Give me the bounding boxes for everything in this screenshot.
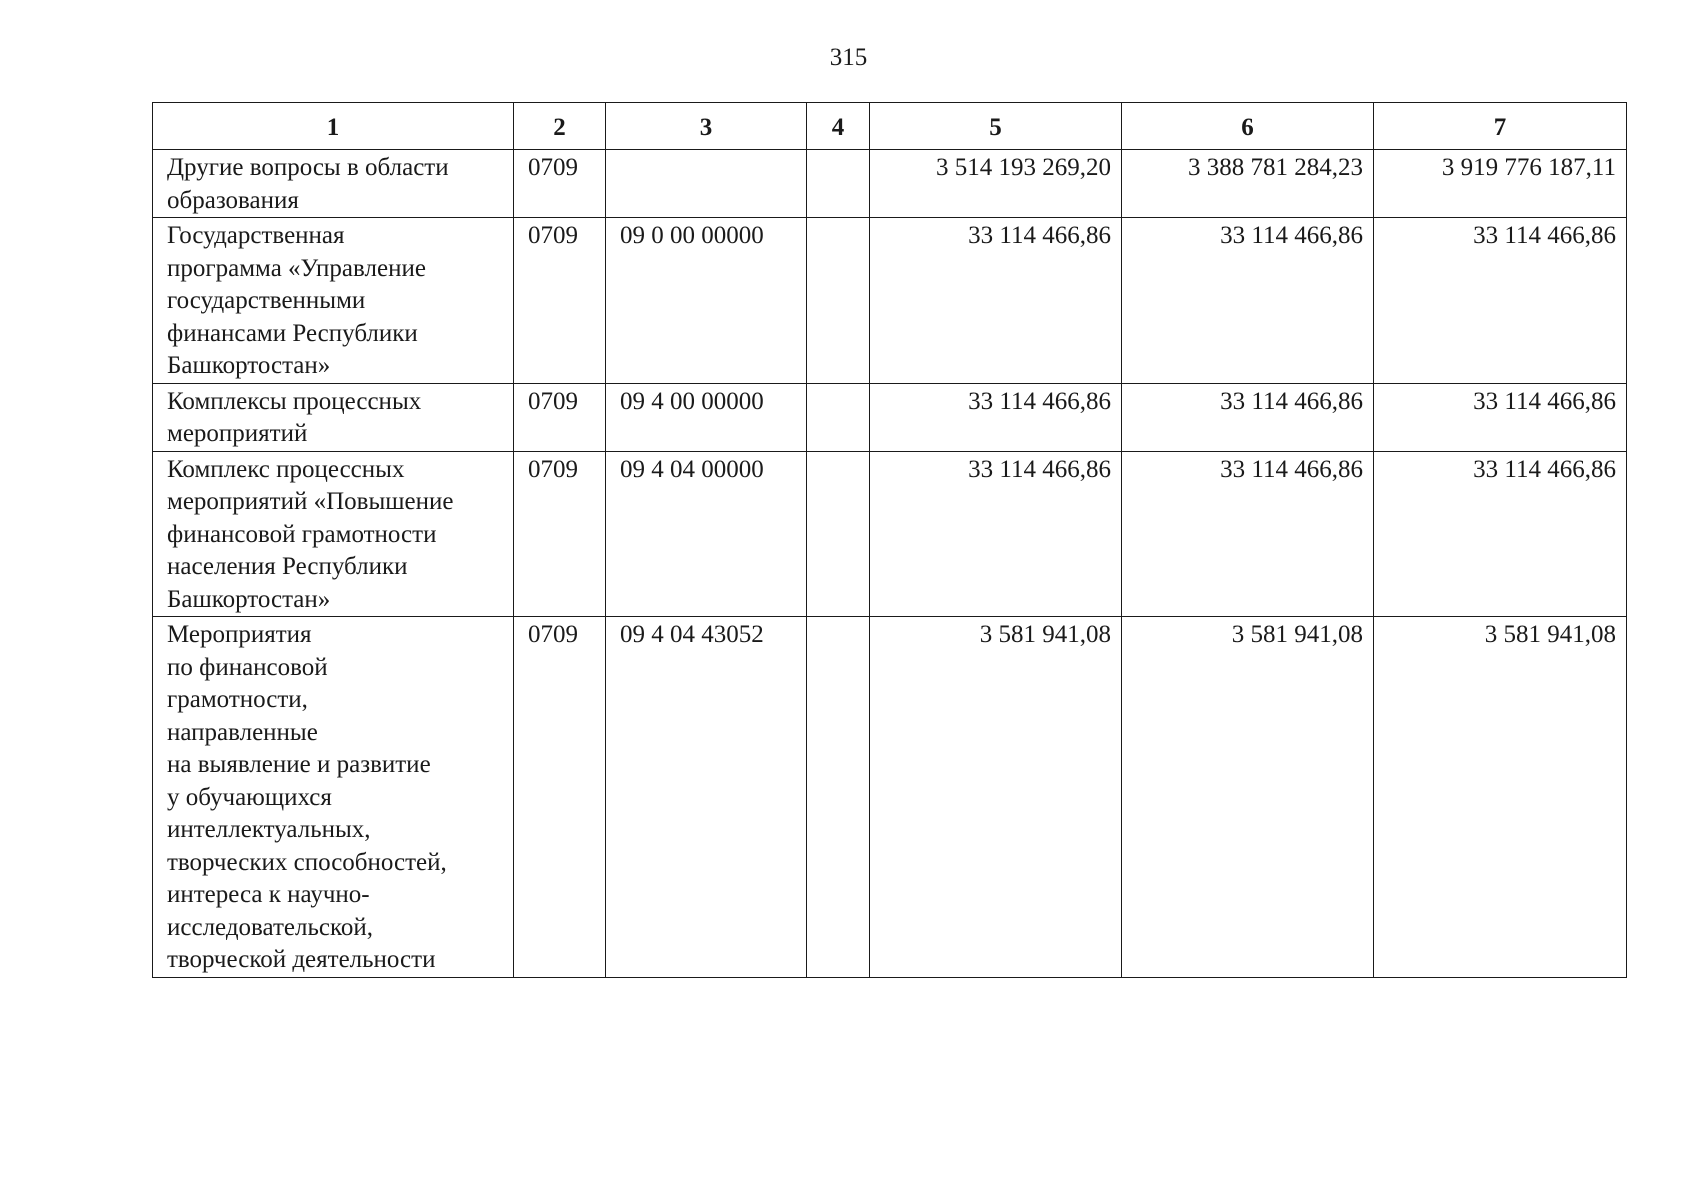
row-value-6: 33 114 466,86	[1122, 218, 1374, 384]
row-value-7: 3 581 941,08	[1374, 617, 1627, 978]
row-section-code: 0709	[514, 383, 606, 451]
row-section-code: 0709	[514, 150, 606, 218]
row-name-line: Мероприятия	[167, 621, 312, 648]
row-name-line: мероприятий	[167, 420, 308, 447]
row-name-line: грамотности,	[167, 686, 308, 713]
row-value-7: 33 114 466,86	[1374, 218, 1627, 384]
row-name	[153, 451, 514, 617]
row-value-7: 33 114 466,86	[1374, 451, 1627, 617]
row-name	[153, 383, 514, 451]
row-target-code: 09 4 04 43052	[606, 617, 807, 978]
row-name-line: на выявление и развитие	[167, 751, 431, 778]
row-name-line: Башкортостан»	[167, 585, 331, 613]
row-name	[153, 617, 514, 978]
row-name-line: финансами Республики	[167, 319, 418, 347]
row-name-line: Другие вопросы в области	[167, 154, 449, 181]
row-name	[153, 218, 514, 384]
row-type-code	[807, 451, 870, 617]
row-value-5: 33 114 466,86	[870, 383, 1122, 451]
page-number: 315	[829, 44, 868, 71]
row-name-line: исследовательской,	[167, 913, 373, 941]
row-name-line: Государственная	[167, 222, 345, 249]
row-target-code: 09 4 04 00000	[606, 451, 807, 617]
column-header-1: 1	[153, 103, 514, 150]
row-name-line: по финансовой	[167, 653, 328, 681]
row-name-line: образования	[167, 186, 299, 214]
table-row	[153, 218, 1627, 384]
row-section-code: 0709	[514, 451, 606, 617]
row-value-6: 33 114 466,86	[1122, 383, 1374, 451]
row-section-code: 0709	[514, 218, 606, 384]
row-value-5: 3 581 941,08	[870, 617, 1122, 978]
row-value-6: 3 388 781 284,23	[1122, 150, 1374, 218]
table-row	[153, 150, 1627, 218]
row-target-code	[606, 150, 807, 218]
column-header-4: 4	[807, 103, 870, 150]
row-value-5: 33 114 466,86	[870, 218, 1122, 384]
row-value-7: 3 919 776 187,11	[1374, 150, 1627, 218]
column-header-5: 5	[870, 103, 1122, 150]
column-header-2: 2	[514, 103, 606, 150]
row-name-line: финансовой грамотности	[167, 520, 437, 548]
table-row	[153, 451, 1627, 617]
row-value-5: 33 114 466,86	[870, 451, 1122, 617]
row-name-line: творческих способностей,	[167, 848, 447, 876]
row-name-line: программа «Управление	[167, 254, 426, 282]
row-name-line: мероприятий «Повышение	[167, 488, 454, 515]
row-target-code: 09 0 00 00000	[606, 218, 807, 384]
row-name	[153, 150, 514, 218]
row-name-line: творческой деятельности	[167, 946, 436, 973]
row-value-5: 3 514 193 269,20	[870, 150, 1122, 218]
table-row	[153, 617, 1627, 978]
row-value-7: 33 114 466,86	[1374, 383, 1627, 451]
row-name-line: Башкортостан»	[167, 352, 331, 379]
row-name-line: у обучающихся	[167, 783, 332, 811]
row-name-line: государственными	[167, 287, 366, 314]
row-name-line: населения Республики	[167, 553, 408, 580]
row-type-code	[807, 218, 870, 384]
column-header-3: 3	[606, 103, 807, 150]
budget-table	[152, 102, 1627, 978]
row-type-code	[807, 383, 870, 451]
column-header-6: 6	[1122, 103, 1374, 150]
row-name-line: направленные	[167, 718, 318, 746]
row-name-line: интереса к научно-	[167, 881, 370, 908]
row-type-code	[807, 150, 870, 218]
row-target-code: 09 4 00 00000	[606, 383, 807, 451]
row-name-line: Комплексы процессных	[167, 387, 422, 415]
table-row	[153, 383, 1627, 451]
row-name-line: интеллектуальных,	[167, 816, 371, 843]
row-type-code	[807, 617, 870, 978]
row-value-6: 3 581 941,08	[1122, 617, 1374, 978]
header-row	[153, 103, 1627, 150]
column-header-7: 7	[1374, 103, 1627, 150]
row-value-6: 33 114 466,86	[1122, 451, 1374, 617]
row-name-line: Комплекс процессных	[167, 455, 405, 483]
row-section-code: 0709	[514, 617, 606, 978]
